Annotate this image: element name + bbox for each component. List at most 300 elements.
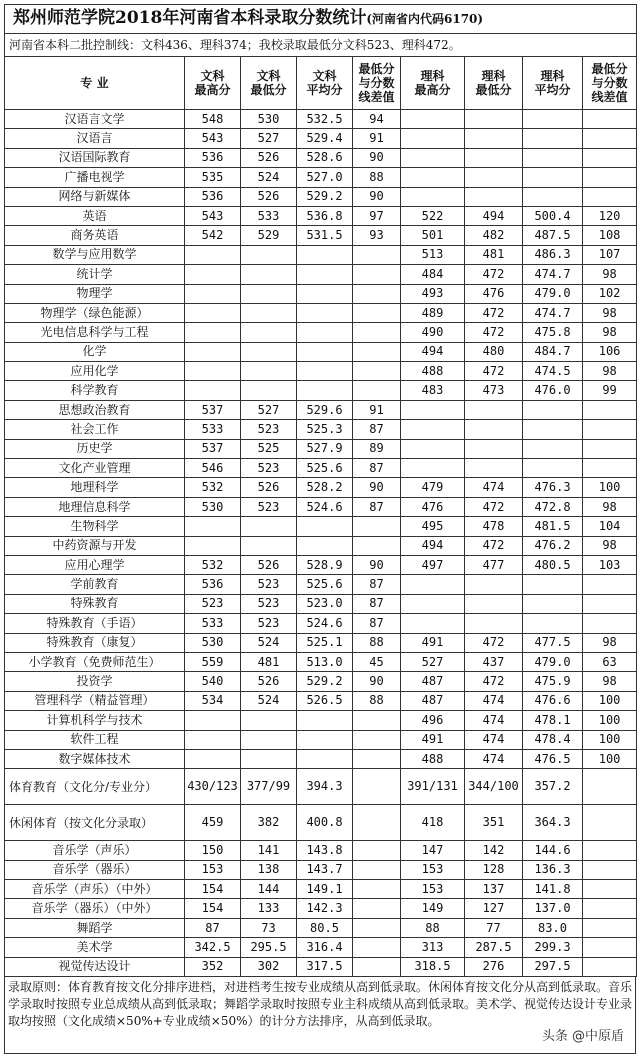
score-cell bbox=[583, 918, 637, 937]
score-cell: 526 bbox=[241, 478, 297, 497]
score-cell bbox=[465, 148, 523, 167]
score-cell: 317.5 bbox=[297, 957, 353, 976]
score-cell bbox=[465, 168, 523, 187]
score-cell: 153 bbox=[185, 860, 241, 879]
score-cell: 90 bbox=[353, 478, 401, 497]
score-cell: 276 bbox=[465, 957, 523, 976]
score-cell: 527.0 bbox=[297, 168, 353, 187]
score-cell: 94 bbox=[353, 110, 401, 129]
score-cell: 474 bbox=[465, 730, 523, 749]
score-cell: 472 bbox=[465, 497, 523, 516]
score-cell: 476.5 bbox=[523, 749, 583, 768]
score-cell: 474 bbox=[465, 478, 523, 497]
score-cell bbox=[353, 362, 401, 381]
score-cell: 524.6 bbox=[297, 614, 353, 633]
title-subtext: (河南省内代码6170) bbox=[366, 12, 484, 26]
score-cell: 88 bbox=[401, 918, 465, 937]
score-cell: 476 bbox=[465, 284, 523, 303]
score-cell bbox=[465, 187, 523, 206]
score-cell: 540 bbox=[185, 672, 241, 691]
score-cell: 87 bbox=[353, 594, 401, 613]
score-cell bbox=[465, 439, 523, 458]
score-cell: 528.2 bbox=[297, 478, 353, 497]
note-row bbox=[5, 34, 637, 57]
score-cell bbox=[583, 938, 637, 957]
score-cell: 141.8 bbox=[523, 880, 583, 899]
score-cell bbox=[583, 614, 637, 633]
score-cell bbox=[465, 110, 523, 129]
score-cell: 474.5 bbox=[523, 362, 583, 381]
score-cell: 100 bbox=[583, 691, 637, 710]
major-name: 特殊教育 bbox=[5, 594, 185, 613]
table-row bbox=[5, 497, 637, 516]
score-cell: 529.2 bbox=[297, 672, 353, 691]
score-cell bbox=[185, 749, 241, 768]
table-row bbox=[5, 555, 637, 574]
major-name: 汉语言 bbox=[5, 129, 185, 148]
score-cell: 143.8 bbox=[297, 841, 353, 860]
column-header: 文科 最低分 bbox=[241, 57, 297, 110]
table-row bbox=[5, 342, 637, 361]
score-cell: 474 bbox=[465, 749, 523, 768]
score-cell bbox=[465, 420, 523, 439]
score-cell: 497 bbox=[401, 555, 465, 574]
table-row bbox=[5, 439, 637, 458]
score-cell bbox=[465, 459, 523, 478]
score-cell bbox=[523, 614, 583, 633]
score-cell: 525.6 bbox=[297, 575, 353, 594]
major-name: 音乐学（器乐） bbox=[5, 860, 185, 879]
score-cell bbox=[353, 899, 401, 918]
score-cell bbox=[297, 284, 353, 303]
score-cell: 475.8 bbox=[523, 323, 583, 342]
score-cell bbox=[583, 957, 637, 976]
score-cell bbox=[353, 918, 401, 937]
major-name: 广播电视学 bbox=[5, 168, 185, 187]
table-row bbox=[5, 691, 637, 710]
score-cell: 103 bbox=[583, 555, 637, 574]
score-cell: 437 bbox=[465, 652, 523, 671]
score-cell bbox=[353, 536, 401, 555]
score-cell: 495 bbox=[401, 517, 465, 536]
score-cell: 526.5 bbox=[297, 691, 353, 710]
major-name: 视觉传达设计 bbox=[5, 957, 185, 976]
major-name: 生物科学 bbox=[5, 517, 185, 536]
score-cell bbox=[401, 594, 465, 613]
score-cell: 297.5 bbox=[523, 957, 583, 976]
score-cell: 526 bbox=[241, 672, 297, 691]
score-cell: 351 bbox=[465, 805, 523, 841]
table-row bbox=[5, 517, 637, 536]
major-name: 特殊教育（康复） bbox=[5, 633, 185, 652]
score-cell: 476 bbox=[401, 497, 465, 516]
score-cell bbox=[241, 536, 297, 555]
table-row bbox=[5, 381, 637, 400]
score-cell: 133 bbox=[241, 899, 297, 918]
score-cell bbox=[465, 400, 523, 419]
table-row bbox=[5, 805, 637, 841]
title-text: 郑州师范学院2018年河南省本科录取分数统计 bbox=[13, 8, 367, 28]
score-cell: 479.0 bbox=[523, 652, 583, 671]
score-cell: 530 bbox=[185, 633, 241, 652]
table-row bbox=[5, 730, 637, 749]
score-cell: 487.5 bbox=[523, 226, 583, 245]
score-cell: 88 bbox=[353, 168, 401, 187]
table-row bbox=[5, 265, 637, 284]
score-cell bbox=[353, 805, 401, 841]
score-cell: 496 bbox=[401, 711, 465, 730]
score-cell: 99 bbox=[583, 381, 637, 400]
score-cell: 528.9 bbox=[297, 555, 353, 574]
score-cell: 100 bbox=[583, 711, 637, 730]
score-cell: 63 bbox=[583, 652, 637, 671]
score-cell: 472 bbox=[465, 303, 523, 322]
score-cell: 302 bbox=[241, 957, 297, 976]
table-row bbox=[5, 860, 637, 879]
score-cell: 524 bbox=[241, 691, 297, 710]
score-cell: 80.5 bbox=[297, 918, 353, 937]
score-cell: 529 bbox=[241, 226, 297, 245]
score-cell: 527.9 bbox=[297, 439, 353, 458]
score-cell bbox=[465, 575, 523, 594]
score-cell bbox=[297, 362, 353, 381]
score-cell bbox=[583, 459, 637, 478]
score-cell bbox=[523, 594, 583, 613]
score-cell bbox=[583, 841, 637, 860]
score-cell: 530 bbox=[185, 497, 241, 516]
header-row bbox=[5, 57, 637, 110]
score-cell bbox=[241, 323, 297, 342]
score-cell: 484 bbox=[401, 265, 465, 284]
score-cell: 529.4 bbox=[297, 129, 353, 148]
score-cell bbox=[401, 575, 465, 594]
score-cell: 483 bbox=[401, 381, 465, 400]
column-header: 理科 最高分 bbox=[401, 57, 465, 110]
score-cell: 478 bbox=[465, 517, 523, 536]
table-row bbox=[5, 899, 637, 918]
score-cell bbox=[353, 323, 401, 342]
major-name: 地理科学 bbox=[5, 478, 185, 497]
major-name: 商务英语 bbox=[5, 226, 185, 245]
table-row bbox=[5, 672, 637, 691]
score-cell: 473 bbox=[465, 381, 523, 400]
table-row bbox=[5, 749, 637, 768]
score-cell: 87 bbox=[353, 575, 401, 594]
score-cell: 536 bbox=[185, 575, 241, 594]
major-name: 汉语言文学 bbox=[5, 110, 185, 129]
score-cell: 494 bbox=[401, 342, 465, 361]
score-cell: 90 bbox=[353, 555, 401, 574]
score-cell bbox=[401, 459, 465, 478]
column-header: 理科 最低分 bbox=[465, 57, 523, 110]
score-cell bbox=[185, 284, 241, 303]
score-cell bbox=[241, 381, 297, 400]
score-cell: 472 bbox=[465, 362, 523, 381]
score-cell: 529.6 bbox=[297, 400, 353, 419]
score-cell: 90 bbox=[353, 187, 401, 206]
score-cell bbox=[353, 265, 401, 284]
score-cell bbox=[523, 168, 583, 187]
score-cell bbox=[353, 841, 401, 860]
score-cell bbox=[297, 730, 353, 749]
score-cell bbox=[353, 730, 401, 749]
score-cell: 136.3 bbox=[523, 860, 583, 879]
major-name: 文化产业管理 bbox=[5, 459, 185, 478]
score-cell: 546 bbox=[185, 459, 241, 478]
score-cell bbox=[353, 860, 401, 879]
score-cell: 108 bbox=[583, 226, 637, 245]
major-name: 休闲体育（按文化分录取） bbox=[5, 805, 185, 841]
column-header: 最低分 与分数 线差值 bbox=[353, 57, 401, 110]
major-name: 音乐学（声乐）（中外） bbox=[5, 880, 185, 899]
score-cell: 477.5 bbox=[523, 633, 583, 652]
score-cell: 127 bbox=[465, 899, 523, 918]
score-cell bbox=[401, 148, 465, 167]
score-cell bbox=[185, 536, 241, 555]
score-cell: 480.5 bbox=[523, 555, 583, 574]
score-cell: 527 bbox=[401, 652, 465, 671]
table-row bbox=[5, 652, 637, 671]
score-cell: 478.1 bbox=[523, 711, 583, 730]
score-cell: 287.5 bbox=[465, 938, 523, 957]
score-cell: 98 bbox=[583, 497, 637, 516]
score-cell bbox=[353, 342, 401, 361]
score-cell bbox=[241, 342, 297, 361]
score-cell bbox=[297, 342, 353, 361]
score-cell: 400.8 bbox=[297, 805, 353, 841]
score-cell bbox=[241, 362, 297, 381]
score-cell: 100 bbox=[583, 730, 637, 749]
table-row bbox=[5, 957, 637, 976]
score-cell: 487 bbox=[401, 691, 465, 710]
score-table bbox=[4, 4, 637, 977]
score-cell: 523 bbox=[241, 420, 297, 439]
score-cell: 513 bbox=[401, 245, 465, 264]
score-cell bbox=[297, 711, 353, 730]
score-cell: 523 bbox=[241, 614, 297, 633]
score-cell: 533 bbox=[241, 206, 297, 225]
score-cell bbox=[353, 769, 401, 805]
major-name: 软件工程 bbox=[5, 730, 185, 749]
score-cell: 104 bbox=[583, 517, 637, 536]
control-line-note: 河南省本科二批控制线：文科436、理科374；我校录取最低分文科523、理科472。 bbox=[5, 34, 637, 57]
table-row bbox=[5, 711, 637, 730]
score-cell: 524 bbox=[241, 168, 297, 187]
score-cell: 352 bbox=[185, 957, 241, 976]
score-cell bbox=[297, 749, 353, 768]
score-cell: 313 bbox=[401, 938, 465, 957]
score-cell: 474 bbox=[465, 691, 523, 710]
score-cell: 144.6 bbox=[523, 841, 583, 860]
table-row bbox=[5, 614, 637, 633]
score-cell bbox=[241, 265, 297, 284]
score-cell: 382 bbox=[241, 805, 297, 841]
score-cell: 98 bbox=[583, 265, 637, 284]
score-cell: 489 bbox=[401, 303, 465, 322]
score-cell bbox=[523, 129, 583, 148]
score-cell bbox=[185, 265, 241, 284]
major-name: 特殊教育（手语） bbox=[5, 614, 185, 633]
score-cell bbox=[297, 517, 353, 536]
score-cell bbox=[241, 245, 297, 264]
table-row bbox=[5, 841, 637, 860]
watermark-text: 头条 @中原盾 bbox=[540, 1025, 626, 1044]
score-cell: 526 bbox=[241, 555, 297, 574]
score-cell bbox=[185, 245, 241, 264]
score-cell: 143.7 bbox=[297, 860, 353, 879]
score-cell: 484.7 bbox=[523, 342, 583, 361]
score-cell: 523 bbox=[241, 575, 297, 594]
score-cell bbox=[353, 938, 401, 957]
table-row bbox=[5, 323, 637, 342]
score-cell: 537 bbox=[185, 400, 241, 419]
score-cell: 342.5 bbox=[185, 938, 241, 957]
score-cell bbox=[523, 575, 583, 594]
score-cell bbox=[185, 342, 241, 361]
score-cell bbox=[297, 323, 353, 342]
score-cell: 542 bbox=[185, 226, 241, 245]
score-cell: 477 bbox=[465, 555, 523, 574]
score-cell bbox=[353, 517, 401, 536]
score-cell: 142 bbox=[465, 841, 523, 860]
score-cell bbox=[583, 400, 637, 419]
score-cell: 524 bbox=[241, 633, 297, 652]
score-cell: 472 bbox=[465, 672, 523, 691]
column-header: 文科 平均分 bbox=[297, 57, 353, 110]
score-cell bbox=[523, 420, 583, 439]
score-cell: 476.3 bbox=[523, 478, 583, 497]
score-cell bbox=[401, 129, 465, 148]
score-cell bbox=[297, 245, 353, 264]
major-name: 应用化学 bbox=[5, 362, 185, 381]
score-cell: 476.2 bbox=[523, 536, 583, 555]
score-cell: 472.8 bbox=[523, 497, 583, 516]
table-row bbox=[5, 226, 637, 245]
score-cell bbox=[583, 110, 637, 129]
table-row bbox=[5, 880, 637, 899]
score-cell: 527 bbox=[241, 129, 297, 148]
score-cell: 120 bbox=[583, 206, 637, 225]
score-cell: 102 bbox=[583, 284, 637, 303]
score-cell: 144 bbox=[241, 880, 297, 899]
score-cell: 480 bbox=[465, 342, 523, 361]
score-cell: 357.2 bbox=[523, 769, 583, 805]
score-cell bbox=[353, 381, 401, 400]
score-cell: 494 bbox=[401, 536, 465, 555]
score-cell bbox=[185, 730, 241, 749]
score-cell: 491 bbox=[401, 633, 465, 652]
score-cell: 526 bbox=[241, 187, 297, 206]
score-cell: 525.6 bbox=[297, 459, 353, 478]
score-cell bbox=[241, 711, 297, 730]
major-name: 应用心理学 bbox=[5, 555, 185, 574]
table-row bbox=[5, 400, 637, 419]
score-cell: 137.0 bbox=[523, 899, 583, 918]
score-cell: 91 bbox=[353, 400, 401, 419]
table-row bbox=[5, 536, 637, 555]
score-cell: 98 bbox=[583, 633, 637, 652]
score-cell bbox=[185, 323, 241, 342]
score-cell bbox=[465, 594, 523, 613]
score-cell bbox=[185, 381, 241, 400]
score-cell bbox=[401, 420, 465, 439]
major-name: 计算机科学与技术 bbox=[5, 711, 185, 730]
major-name: 中药资源与开发 bbox=[5, 536, 185, 555]
score-cell bbox=[465, 129, 523, 148]
score-cell bbox=[523, 400, 583, 419]
score-cell: 559 bbox=[185, 652, 241, 671]
score-cell: 138 bbox=[241, 860, 297, 879]
score-cell bbox=[523, 459, 583, 478]
score-cell: 90 bbox=[353, 148, 401, 167]
score-cell: 137 bbox=[465, 880, 523, 899]
score-cell: 532 bbox=[185, 478, 241, 497]
score-cell: 87 bbox=[353, 614, 401, 633]
score-cell bbox=[583, 769, 637, 805]
score-cell: 533 bbox=[185, 420, 241, 439]
score-cell bbox=[583, 899, 637, 918]
score-cell: 536 bbox=[185, 187, 241, 206]
score-cell: 523.0 bbox=[297, 594, 353, 613]
score-cell: 107 bbox=[583, 245, 637, 264]
score-cell: 482 bbox=[465, 226, 523, 245]
major-name: 统计学 bbox=[5, 265, 185, 284]
column-header: 理科 平均分 bbox=[523, 57, 583, 110]
score-cell: 474.7 bbox=[523, 265, 583, 284]
score-cell bbox=[583, 439, 637, 458]
score-cell: 364.3 bbox=[523, 805, 583, 841]
score-cell bbox=[401, 168, 465, 187]
score-cell bbox=[297, 536, 353, 555]
score-cell: 481 bbox=[465, 245, 523, 264]
score-cell bbox=[185, 517, 241, 536]
score-cell: 88 bbox=[353, 691, 401, 710]
table-row bbox=[5, 284, 637, 303]
score-cell: 316.4 bbox=[297, 938, 353, 957]
score-cell bbox=[583, 129, 637, 148]
score-cell bbox=[185, 362, 241, 381]
score-cell: 97 bbox=[353, 206, 401, 225]
score-cell: 500.4 bbox=[523, 206, 583, 225]
score-cell: 528.6 bbox=[297, 148, 353, 167]
major-name: 社会工作 bbox=[5, 420, 185, 439]
score-cell: 536 bbox=[185, 148, 241, 167]
major-name: 科学教育 bbox=[5, 381, 185, 400]
score-cell bbox=[185, 711, 241, 730]
score-cell: 501 bbox=[401, 226, 465, 245]
score-cell: 533 bbox=[185, 614, 241, 633]
score-cell: 472 bbox=[465, 265, 523, 284]
score-cell: 73 bbox=[241, 918, 297, 937]
major-name: 光电信息科学与工程 bbox=[5, 323, 185, 342]
major-name: 舞蹈学 bbox=[5, 918, 185, 937]
score-cell: 472 bbox=[465, 323, 523, 342]
score-cell: 93 bbox=[353, 226, 401, 245]
table-row bbox=[5, 148, 637, 167]
score-cell: 536.8 bbox=[297, 206, 353, 225]
score-cell bbox=[583, 880, 637, 899]
score-cell: 45 bbox=[353, 652, 401, 671]
major-name: 英语 bbox=[5, 206, 185, 225]
score-cell: 98 bbox=[583, 303, 637, 322]
score-cell: 394.3 bbox=[297, 769, 353, 805]
major-name: 数字媒体技术 bbox=[5, 749, 185, 768]
table-row bbox=[5, 918, 637, 937]
score-cell: 98 bbox=[583, 362, 637, 381]
score-cell: 490 bbox=[401, 323, 465, 342]
score-cell: 150 bbox=[185, 841, 241, 860]
score-cell bbox=[523, 439, 583, 458]
